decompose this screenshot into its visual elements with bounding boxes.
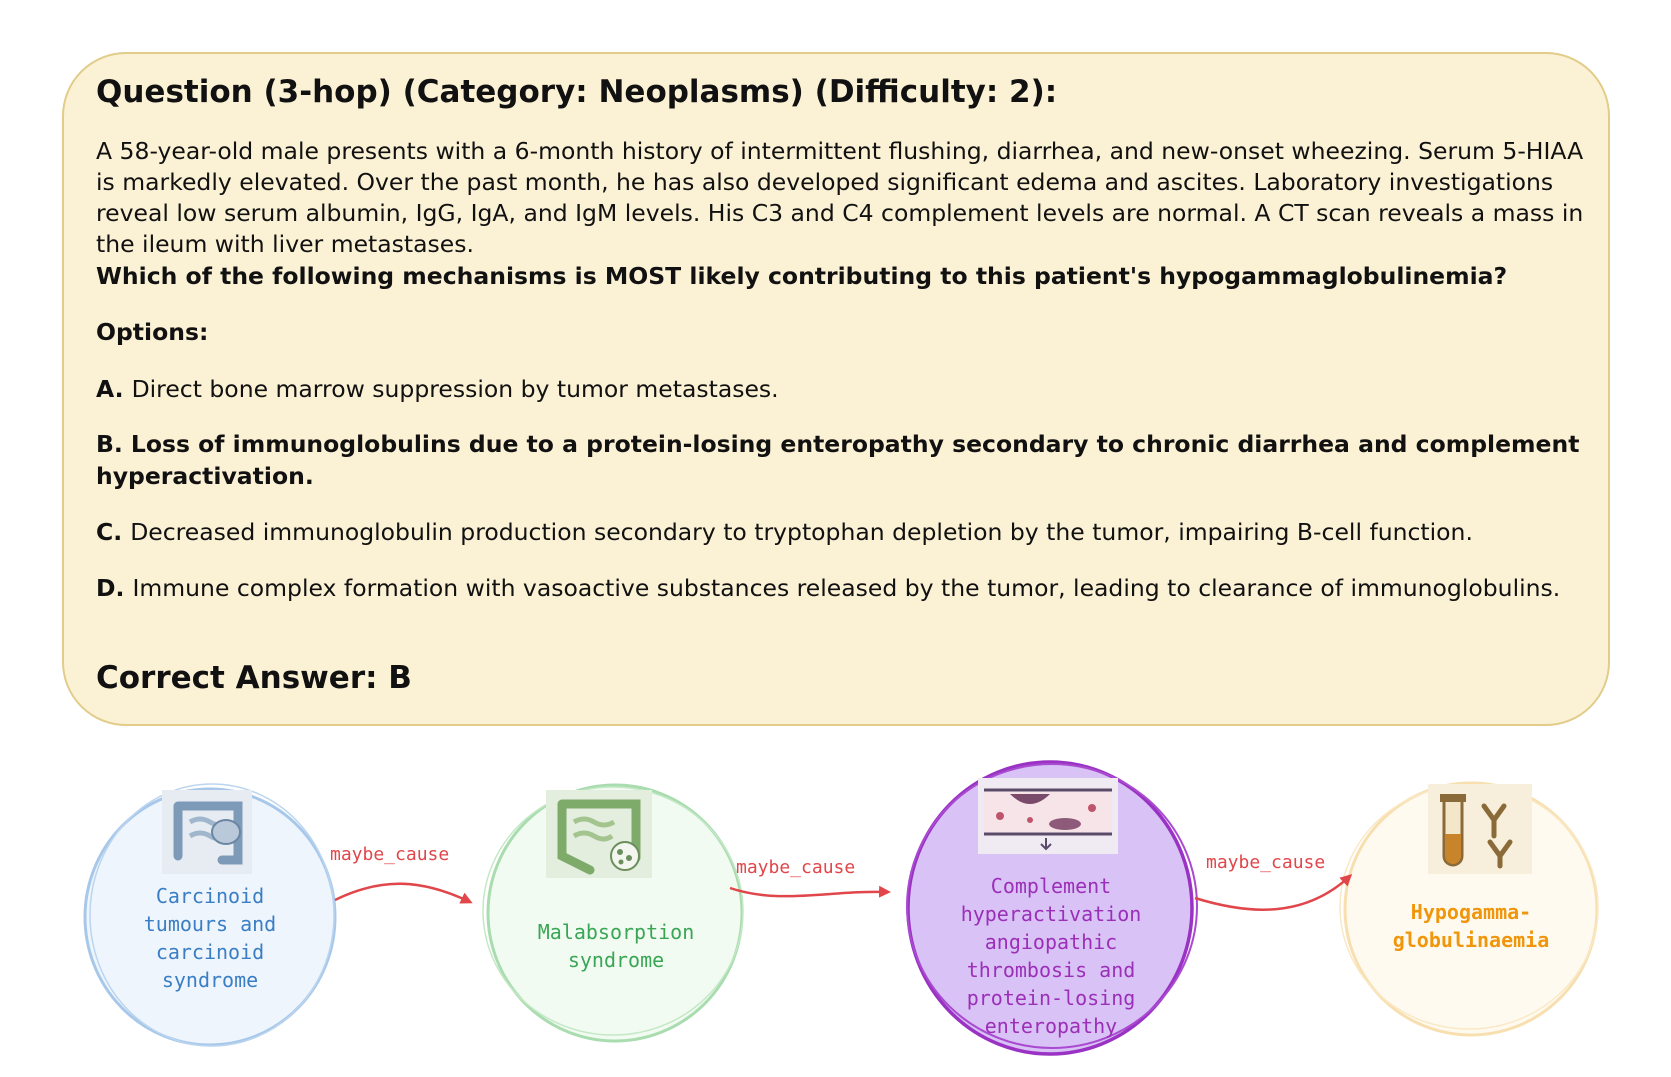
- question-stem: A 58-year-old male presents with a 6-month history of intermittent flushing, diarrhea, and new-onset wheezing. Serum 5-HIAA is markedly elevated. Over the past month, he has also developed significant edema and ascites. Laboratory investigations reveal low serum albumin, IgG, IgA, and IgM levels. His C3 and C4 complement levels are normal. A CT scan reveals a mass in the ileum with liver metastases.: [96, 137, 1584, 258]
- test-tube-antibody-icon: [1428, 784, 1532, 874]
- option-text: Immune complex formation with vasoactive substances released by the tumor, leading to clearance of immunoglobulins.: [132, 574, 1561, 602]
- question-ask: Which of the following mechanisms is MOST likely contributing to this patient's hypogammaglobulinemia?: [96, 262, 1508, 290]
- edge-arrow-1: [335, 884, 470, 902]
- option-letter: D.: [96, 574, 125, 602]
- intestine-malabsorption-icon: [546, 790, 652, 878]
- question-title: Question (3-hop) (Category: Neoplasms) (Difficulty: 2):: [96, 74, 1058, 110]
- option-letter: C.: [96, 518, 123, 546]
- blood-vessel-thrombosis-icon: [978, 778, 1118, 854]
- option-text: Loss of immunoglobulins due to a protein-losing enteropathy secondary to chronic diarrhea and complement hyperactivation.: [96, 430, 1580, 490]
- intestine-tumor-icon: [162, 790, 252, 874]
- options-heading: Options:: [96, 318, 209, 346]
- node-label-complement: Complement hyperactivation angiopathic thrombosis and protein-losing enteropathy: [960, 874, 1142, 1038]
- option-letter: A.: [96, 375, 124, 403]
- option-a: [96, 373, 1586, 405]
- option-b-correct: [96, 428, 1586, 492]
- node-label-hypogamma: Hypogamma-globulinaemia: [1392, 900, 1550, 952]
- option-text: Decreased immunoglobulin production secondary to tryptophan depletion by the tumor, impairing B-cell function.: [130, 518, 1473, 546]
- edge-label-2: maybe_cause: [736, 857, 856, 878]
- node-label-carcinoid: Carcinoid tumours and carcinoid syndrome: [143, 884, 277, 992]
- node-label-malabsorption: Malabsorption syndrome: [537, 920, 695, 972]
- correct-answer: Correct Answer: B: [96, 660, 412, 696]
- edge-arrow-2: [730, 888, 888, 896]
- option-d: [96, 572, 1586, 604]
- option-letter: B.: [96, 430, 123, 458]
- edge-label-3: maybe_cause: [1206, 852, 1326, 873]
- option-text: Direct bone marrow suppression by tumor metastases.: [131, 375, 779, 403]
- edge-label-1: maybe_cause: [330, 844, 450, 865]
- edge-arrow-3: [1195, 876, 1350, 910]
- option-c: [96, 516, 1586, 548]
